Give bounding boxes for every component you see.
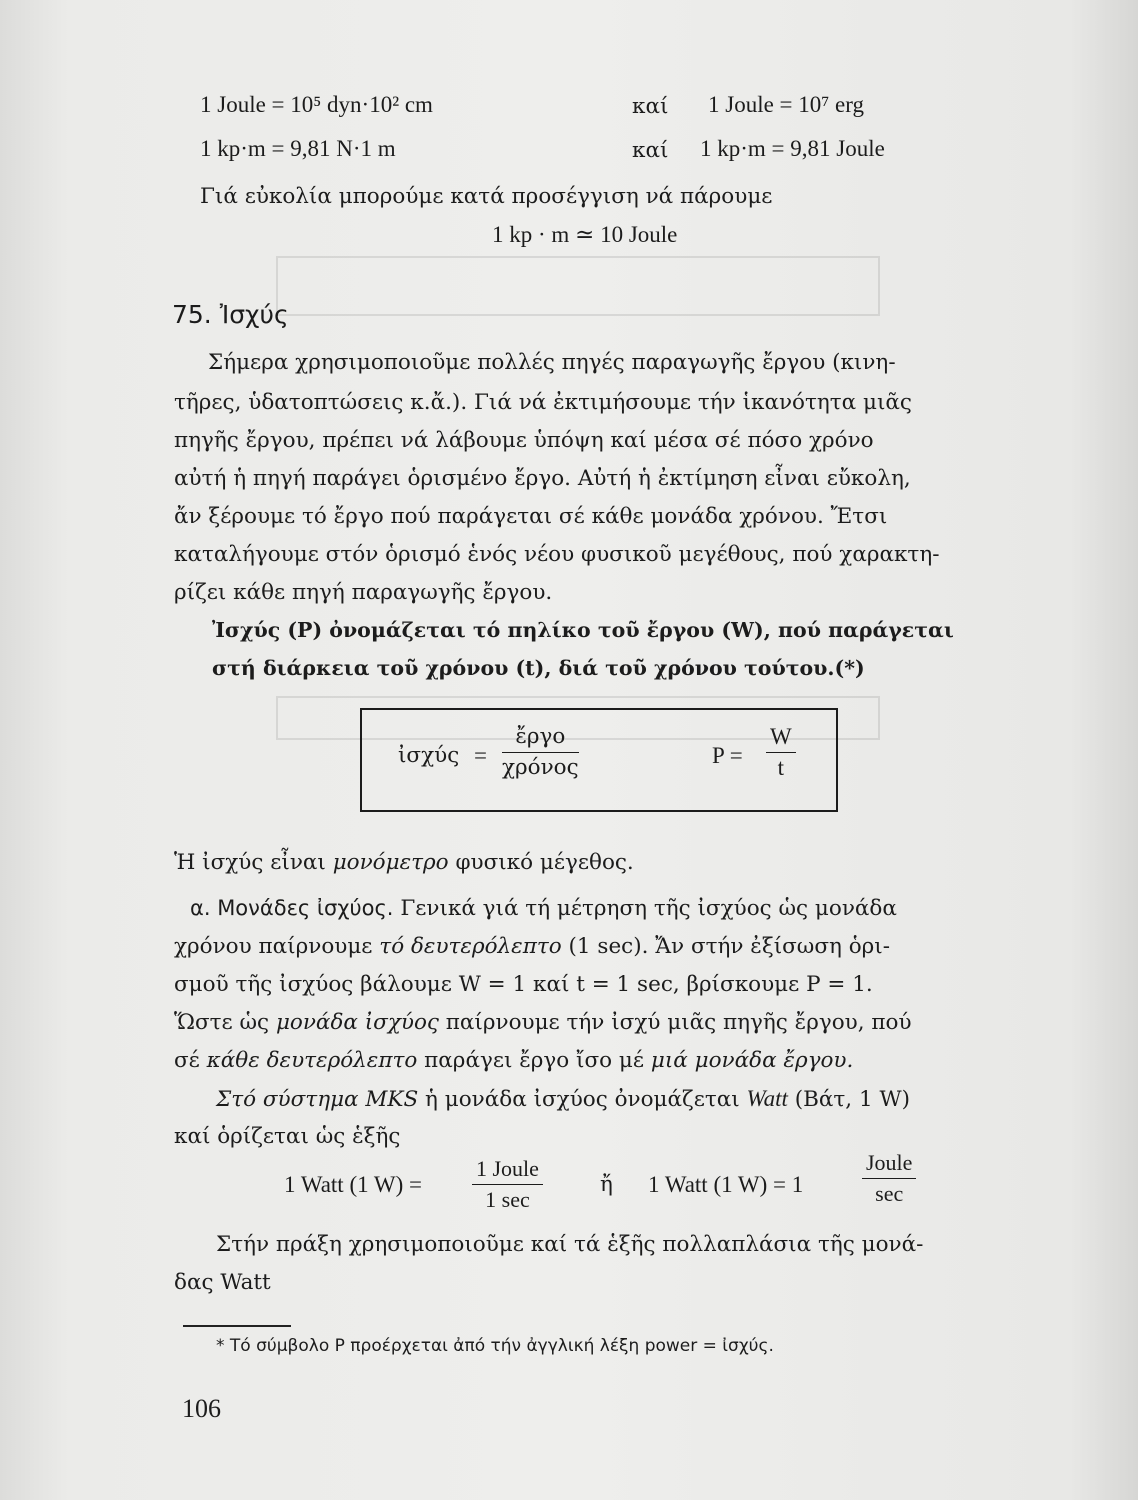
- equation-joule-erg: 1 Joule = 10⁷ erg: [708, 92, 864, 117]
- fraction-numerator: Joule: [862, 1148, 916, 1179]
- text-run: Ὥστε ὡς: [174, 1010, 270, 1035]
- text-run-italic: μονόμετρο: [332, 850, 449, 875]
- fraction-denominator: sec: [875, 1181, 904, 1206]
- paragraph-line: ἄν ξέρουμε τό ἔργο πού παράγεται σέ κάθε μονάδα χρόνου. Ἔτσι: [174, 504, 888, 529]
- practice-line: δας Watt: [174, 1270, 271, 1295]
- equation-kpm-newton: 1 kp·m = 9,81 N·1 m: [200, 136, 396, 161]
- text-run: χρόνου παίρνουμε: [174, 934, 373, 959]
- text-run: (Βάτ, 1 W): [794, 1087, 910, 1112]
- fraction-denominator: 1 sec: [485, 1187, 530, 1212]
- conjunction-or: ἤ: [600, 1172, 613, 1197]
- units-line: [174, 1048, 853, 1073]
- equation-joule-cgs: 1 Joule = 10⁵ dyn·10² cm: [200, 92, 433, 117]
- page-number: 106: [182, 1394, 221, 1423]
- formula-p-lhs: [712, 743, 743, 769]
- fraction-numerator: 1 Joule: [472, 1154, 543, 1185]
- watt-fraction-2: [862, 1148, 916, 1209]
- units-line: καί ὁρίζεται ὡς ἑξῆς: [174, 1124, 401, 1149]
- approximation-intro: Γιά εὐκολία μπορούμε κατά προσέγγιση νά πάρουμε: [200, 184, 773, 209]
- definition-line: στή διάρκεια τοῦ χρόνου (t), διά τοῦ χρόνου τούτου.(*): [212, 656, 865, 680]
- conjunction-and: καί: [632, 94, 669, 119]
- units-line: [174, 934, 890, 959]
- paragraph-line: καταλήγουμε στόν ὁρισμό ἑνός νέου φυσικοῦ μεγέθους, πού χαρακτη-: [174, 542, 940, 567]
- formula-fraction: [502, 722, 579, 783]
- equation-kpm-joule: 1 kp·m = 9,81 Joule: [700, 136, 885, 161]
- fraction-numerator: W: [766, 722, 796, 753]
- formula-p-fraction: [766, 722, 796, 783]
- footnote: * Τό σύμβολο P προέρχεται ἀπό τήν ἀγγλική λέξη power = ἰσχύς.: [216, 1336, 774, 1356]
- text-run-italic: Watt: [746, 1086, 788, 1111]
- scalar-statement: [174, 850, 634, 875]
- watt-fraction: [472, 1154, 543, 1215]
- fraction-numerator: ἔργο: [502, 722, 579, 753]
- text-run: παράγει ἔργο ἴσο μέ: [424, 1048, 645, 1073]
- power-formula-box: [360, 708, 838, 812]
- paragraph-line: Σήμερα χρησιμοποιοῦμε πολλές πηγές παραγωγῆς ἔργου (κινη-: [208, 350, 896, 375]
- section-heading: [172, 300, 289, 329]
- units-line: σμοῦ τῆς ἰσχύος βάλουμε W = 1 καί t = 1 sec, βρίσκουμε P = 1.: [174, 972, 873, 997]
- text-run-italic: τό δευτερόλεπτο: [379, 934, 562, 959]
- text-run: Ἡ ἰσχύς εἶναι: [174, 850, 326, 875]
- text-run: Γενικά γιά τή μέτρηση τῆς ἰσχύος ὡς μονάδα: [400, 896, 897, 921]
- paragraph-line: ρίζει κάθε πηγή παραγωγῆς ἔργου.: [174, 580, 553, 605]
- paragraph-line: τῆρες, ὑδατοπτώσεις κ.ἄ.). Γιά νά ἐκτιμήσουμε τήν ἱκανότητα μιᾶς: [174, 390, 912, 415]
- text-run: φυσικό μέγεθος.: [455, 850, 634, 875]
- text-run-italic: μιά μονάδα ἔργου.: [650, 1048, 854, 1073]
- text-run-italic: μονάδα ἰσχύος: [275, 1010, 439, 1035]
- formula-equals: =: [729, 743, 743, 768]
- text-run: παίρνουμε τήν ἰσχύ μιᾶς πηγῆς ἔργου, πού: [445, 1010, 912, 1035]
- fraction-denominator: χρόνος: [502, 755, 579, 780]
- text-run-italic: Στό σύστημα MKS: [216, 1087, 419, 1112]
- approximation-formula: 1 kp · m ≃ 10 Joule: [492, 222, 678, 247]
- formula-lhs: ἰσχύς: [398, 743, 460, 768]
- subsection-label: α. Μονάδες ἰσχύος.: [190, 896, 394, 920]
- text-run: σέ: [174, 1048, 200, 1073]
- practice-line: Στήν πράξη χρησιμοποιοῦμε καί τά ἑξῆς πολλαπλάσια τῆς μονά-: [216, 1232, 924, 1257]
- units-line: [190, 896, 897, 921]
- text-run-italic: κάθε δευτερόλεπτο: [206, 1048, 418, 1073]
- ghost-box: [276, 256, 880, 316]
- units-line: [174, 1010, 912, 1035]
- symbol-p: P: [712, 743, 724, 768]
- watt-def-right: 1 Watt (1 W) = 1: [648, 1172, 804, 1197]
- paragraph-line: αὐτή ἡ πηγή παράγει ὁρισμένο ἔργο. Αὐτή ἡ ἐκτίμηση εἶναι εὔκολη,: [174, 466, 911, 491]
- section-number: 75.: [172, 300, 212, 329]
- section-title: Ἰσχύς: [219, 300, 289, 329]
- watt-def-left: 1 Watt (1 W) =: [284, 1172, 423, 1197]
- units-line: [216, 1086, 910, 1112]
- fraction-denominator: t: [777, 755, 785, 780]
- text-run: ἡ μονάδα ἰσχύος ὀνομάζεται: [425, 1087, 740, 1112]
- text-run: (1 sec). Ἄν στήν ἐξίσωση ὁρι-: [568, 934, 890, 959]
- definition-line: Ἰσχύς (P) ὀνομάζεται τό πηλίκο τοῦ ἔργου (W), πού παράγεται: [212, 618, 954, 642]
- conjunction-and: καί: [632, 138, 669, 163]
- paragraph-line: πηγῆς ἔργου, πρέπει νά λάβουμε ὑπόψη καί μέσα σέ πόσο χρόνο: [174, 428, 874, 453]
- footnote-divider: [183, 1325, 291, 1327]
- formula-equals: =: [474, 743, 487, 768]
